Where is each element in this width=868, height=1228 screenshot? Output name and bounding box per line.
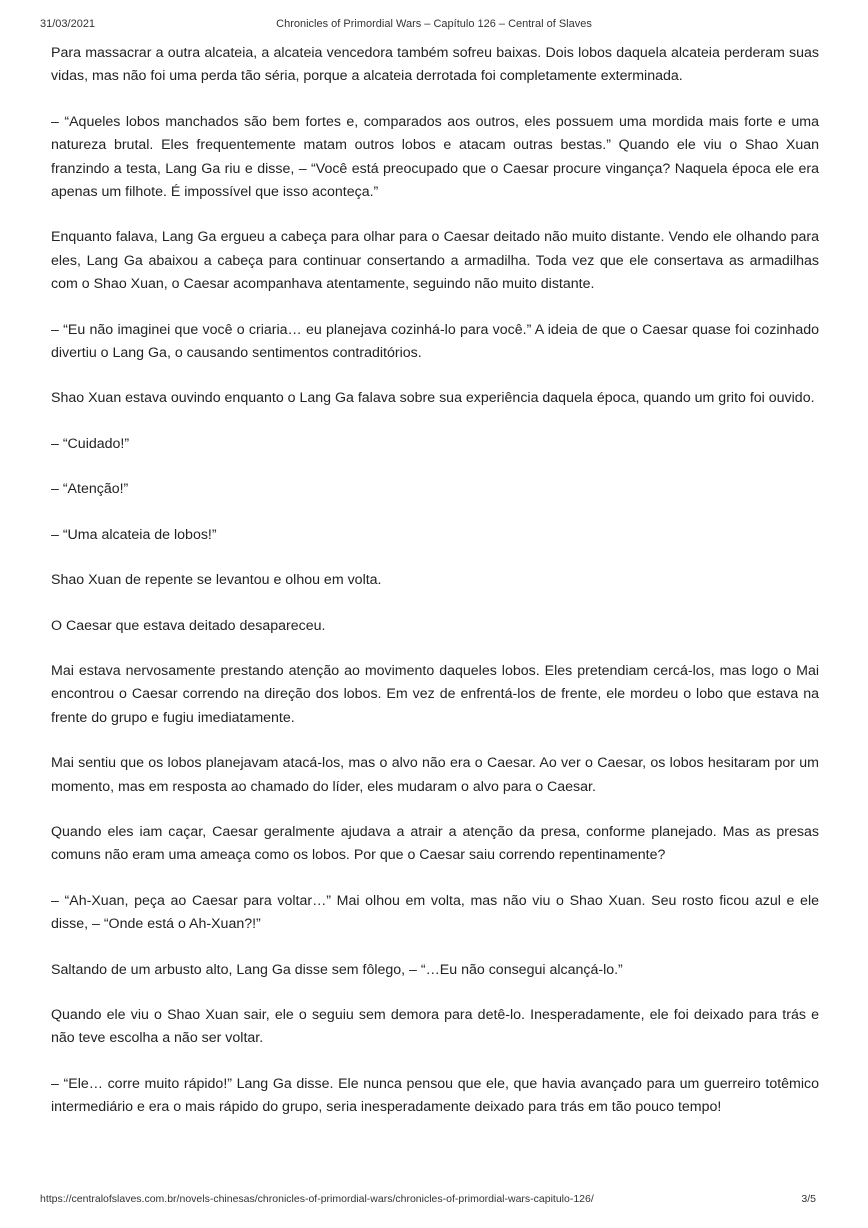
paragraph: Quando eles iam caçar, Caesar geralmente ajudava a atrair a atenção da presa, conforme planejado. Mas as presas comuns não eram uma ameaça como os lobos. Por que o Caesar saiu correndo repentinamente? xyxy=(51,823,819,864)
paragraph: – “Atenção!” xyxy=(51,481,129,498)
paragraph: Mai sentiu que os lobos planejavam atacá-los, mas o alvo não era o Caesar. Ao ver o Caesar, os lobos hesitaram por um momento, mas em resposta ao chamado do líder, eles mudaram o alvo para o Caesar. xyxy=(51,755,819,795)
paragraph: Para massacrar a outra alcateia, a alcateia vencedora também sofreu baixas. Dois lobos daquela alcateia perderam suas vidas, mas não foi uma perda tão séria, porque a alcateia derrotada foi completamente exterminada. xyxy=(51,45,819,85)
print-footer xyxy=(40,1193,828,1209)
print-header xyxy=(40,18,828,34)
paragraph: Shao Xuan estava ouvindo enquanto o Lang Ga falava sobre sua experiência daquela época, quando um grito foi ouvido. xyxy=(51,390,815,407)
page-number: 3/5 xyxy=(801,1193,816,1205)
paragraph: O Caesar que estava deitado desapareceu. xyxy=(51,617,326,634)
paragraph: – “Ah-Xuan, peça ao Caesar para voltar…” Mai olhou em volta, mas não viu o Shao Xuan. Seu rosto ficou azul e ele disse, – “Onde está o Ah-Xuan?!” xyxy=(51,892,819,933)
print-date: 31/03/2021 xyxy=(40,18,96,30)
paragraph: – “Aqueles lobos manchados são bem fortes e, comparados aos outros, eles possuem uma mordida mais forte e uma natureza brutal. Eles frequentemente matam outros lobos e atacam outras bestas.” Quando ele viu o Shao Xuan franzindo a testa, Lang Ga riu e disse, – “Você está preocupado que o Caesar procure vingança? Naquela época ele era apenas um filhote. É impossível que isso aconteça.” xyxy=(51,113,819,201)
paragraph: Quando ele viu o Shao Xuan sair, ele o seguiu sem demora para detê-lo. Inesperadamente, ele foi deixado para trás e não teve escolha a não ser voltar. xyxy=(51,1006,819,1047)
paragraph: – “Eu não imaginei que você o criaria… eu planejava cozinhá-lo para você.” A ideia de que o Caesar quase foi cozinhado divertiu o Lang Ga, o causando sentimentos contraditórios. xyxy=(51,321,819,362)
paragraph: – “Cuidado!” xyxy=(51,435,130,452)
chapter-content xyxy=(51,42,819,1142)
paragraph: Mai estava nervosamente prestando atenção ao movimento daqueles lobos. Eles pretendiam cercá-los, mas logo o Mai encontrou o Caesar correndo na direção dos lobos. Em vez de enfrentá-los de frente, ele mordeu o lobo que estava na frente do grupo e fugiu imediatamente. xyxy=(51,662,819,726)
page-title: Chronicles of Primordial Wars – Capítulo 126 – Central of Slaves xyxy=(276,18,592,30)
paragraph: Enquanto falava, Lang Ga ergueu a cabeça para olhar para o Caesar deitado não muito distante. Vendo ele olhando para eles, Lang Ga abaixou a cabeça para continuar consertando a armadilha. Toda vez que ele consertava as armadilhas com o Shao Xuan, o Caesar acompanhava atentamente, seguindo não muito distante. xyxy=(51,229,819,293)
paragraph: – “Uma alcateia de lobos!” xyxy=(51,526,217,543)
paragraph: Saltando de um arbusto alto, Lang Ga disse sem fôlego, – “…Eu não consegui alcançá-lo.” xyxy=(51,961,623,978)
paragraph: Shao Xuan de repente se levantou e olhou em volta. xyxy=(51,572,382,589)
paragraph: – “Ele… corre muito rápido!” Lang Ga disse. Ele nunca pensou que ele, que havia avançado para um guerreiro totêmico intermediário e era o mais rápido do grupo, seria inesperadamente deixado para trás em tão pouco tempo! xyxy=(51,1075,819,1116)
page-url: https://centralofslaves.com.br/novels-chinesas/chronicles-of-primordial-wars/chronicles-of-primordial-wars-capitulo-126/ xyxy=(40,1193,594,1205)
